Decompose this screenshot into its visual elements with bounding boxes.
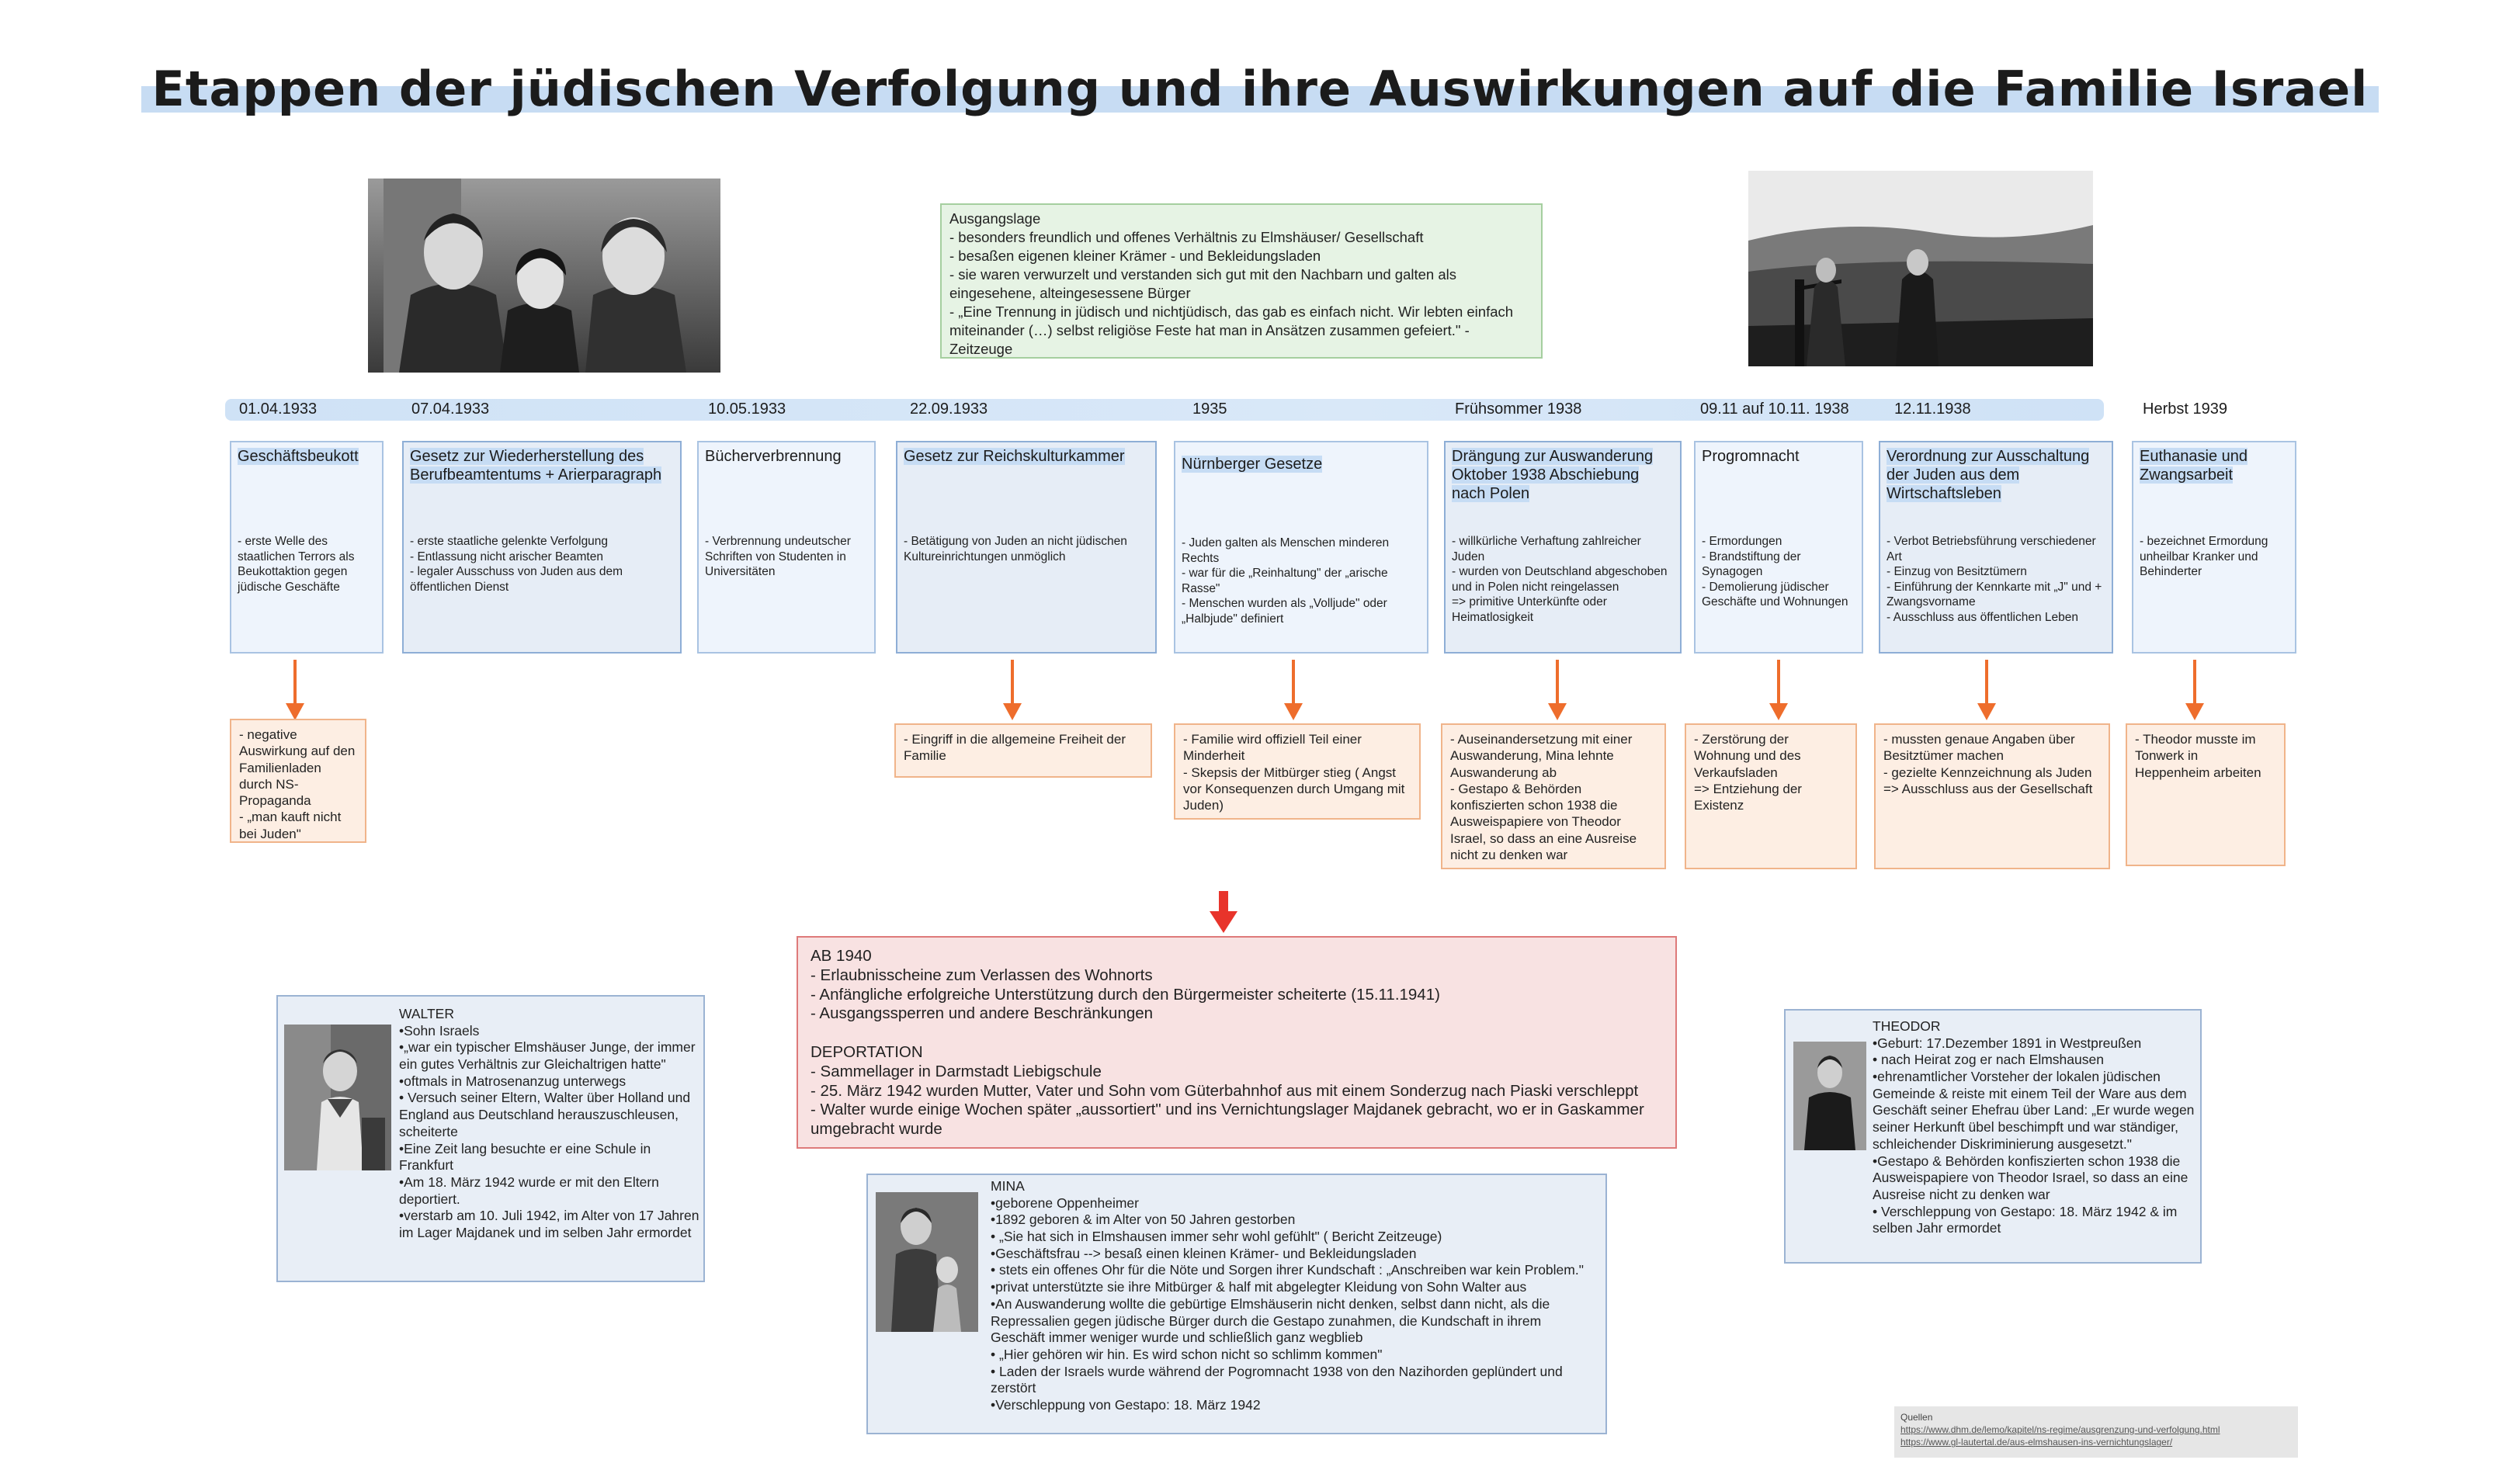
event-title: Euthanasie und Zwangsarbeit	[2140, 448, 2248, 484]
page-title	[0, 61, 2520, 117]
event-box	[402, 441, 682, 654]
event-box	[1174, 441, 1428, 654]
down-arrow-icon	[1769, 660, 1789, 722]
mina-text: MINA •geborene Oppenheimer •1892 geboren & im Alter von 50 Jahren gestorben • „Sie hat sich in Elmshausen immer sehr wohl gefühlt" ( Bericht Zeitzeuge) •Geschäftsfrau --> besaß einen kleinen Krämer- und Bekleidungsladen • stets ein offenes Ohr für die Nöte und Sorgen ihrer Kundschaft : „Anschreiben war kein Problem." •privat unterstützte sie ihre Mitbürger & half mit abgelegter Kleidung von Sohn Walter aus •An Auswanderung wollte die gebürtige Elmshäuserin nicht denken, selbst dann nicht, als die Repressalien gegen jüdische Bürger durch die Gestapo zunahmen, die Kundschaft in ihrem Geschäft immer weniger wurde und schließlich ganz wegblieb • „Hier gehören wir hin. Es wird schon nicht so schlimm kommen" • Laden der Israels wurde während der Pogromnacht 1938 von den Nazihorden geplündert und zerstört •Verschleppung von Gestapo: 18. März 1942	[991, 1178, 1584, 1413]
timeline-date: Herbst 1939	[2143, 400, 2227, 418]
ausgangslage-box: Ausgangslage - besonders freundlich und offenes Verhältnis zu Elmshäuser/ Gesellschaft - besaßen eigenen kleiner Krämer - und Bekleidungsladen - sie waren verwurzelt und verstanden sich gut mit den Nachbarn und galten als eingesehene, alteingesessene Bürger - „Eine Trennung in jüdisch und nichtjüdisch, das gab es einfach nicht. Wir lebten einfach miteinander (…) selbst religiöse Feste hat man in Ansätzen zusammen gefeiert." - Zeitzeuge	[940, 203, 1543, 359]
source-link[interactable]: https://www.gl-lautertal.de/aus-elmshausen-ins-vernichtungslager/	[1900, 1437, 2173, 1448]
event-title: Bücherverbrennung	[705, 448, 842, 465]
event-box	[1444, 441, 1682, 654]
theodor-photo	[1793, 1042, 1866, 1150]
event-title: Progromnacht	[1702, 448, 1800, 465]
source-link[interactable]: https://www.dhm.de/lemo/kapitel/ns-regime/ausgrenzung-und-verfolgung.html	[1900, 1424, 2220, 1436]
effect-box: - mussten genaue Angaben über Besitztümer machen - gezielte Kennzeichnung als Juden => Ausschluss aus der Gesellschaft	[1874, 723, 2110, 869]
timeline-date: 22.09.1933	[910, 400, 988, 418]
event-text: - Betätigung von Juden an nicht jüdischen Kultureinrichtungen unmöglich	[904, 535, 1127, 563]
event-title: Geschäftsbeukott	[238, 448, 359, 465]
timeline-date: Frühsommer 1938	[1455, 400, 1582, 418]
timeline-date: 09.11 auf 10.11. 1938	[1700, 400, 1849, 418]
event-title: Drängung zur Auswanderung Oktober 1938 Abschiebung nach Polen	[1452, 448, 1654, 502]
event-title: Gesetz zur Reichskulturkammer	[904, 448, 1125, 465]
effect-box: - negative Auswirkung auf den Familienladen durch NS-Propaganda - „man kauft nicht bei Juden"	[230, 719, 366, 843]
event-box	[697, 441, 876, 654]
effect-box: - Auseinandersetzung mit einer Auswanderung, Mina lehnte Auswanderung ab - Gestapo & Behörden konfiszierten schon 1938 die Ausweispapiere von Theodor Israel, so dass an eine Ausreise nicht zu denken war	[1441, 723, 1666, 869]
mina-photo	[876, 1192, 978, 1332]
event-text: - Ermordungen - Brandstiftung der Synagogen - Demolierung jüdischer Geschäfte und Wohnungen	[1702, 535, 1848, 609]
effect-box: - Eingriff in die allgemeine Freiheit der Familie	[894, 723, 1152, 778]
effect-box: - Familie wird offiziell Teil einer Minderheit - Skepsis der Mitbürger stieg ( Angst vor Konsequenzen durch Umgang mit Juden)	[1174, 723, 1421, 820]
family-photo	[368, 179, 720, 373]
sources-box	[1894, 1406, 2298, 1458]
deportation-box: AB 1940 - Erlaubnisscheine zum Verlassen des Wohnorts - Anfängliche erfolgreiche Unterstützung durch den Bürgermeister scheiterte (15.11.1941) - Ausgangssperren und andere Beschränkungen DEPORTATION - Sammellager in Darmstadt Liebigschule - 25. März 1942 wurden Mutter, Vater und Sohn vom Güterbahnhof aus mit einem Sonderzug nach Piaski verschleppt - Walter wurde einige Wochen später „aussortiert" und ins Vernichtungslager Majdanek gebracht, wo er in Gaskammer umgebracht wurde	[797, 936, 1677, 1149]
event-box	[1694, 441, 1863, 654]
down-arrow-icon	[285, 660, 305, 722]
down-arrow-icon	[1547, 660, 1567, 722]
event-text: - willkürliche Verhaftung zahlreicher Juden - wurden von Deutschland abgeschoben und in Polen nicht reingelassen => primitive Unterkünfte oder Heimatlosigkeit	[1452, 535, 1668, 624]
event-text: - Verbrennung undeutscher Schriften von Studenten in Universitäten	[705, 535, 851, 579]
event-box	[1879, 441, 2113, 654]
event-text: - erste Welle des staatlichen Terrors als Beukottaktion gegen jüdische Geschäfte	[238, 535, 355, 594]
event-text: - Juden galten als Menschen minderen Rechts - war für die „Reinhaltung" der „arische Rasse" - Menschen wurden als „Volljude" oder „Halbjude" definiert	[1182, 536, 1390, 626]
event-box	[2132, 441, 2296, 654]
down-arrow-icon	[1002, 660, 1022, 722]
event-box	[896, 441, 1157, 654]
event-title: Verordnung zur Ausschaltung der Juden aus dem Wirtschaftsleben	[1887, 448, 2090, 502]
walter-photo	[284, 1025, 391, 1170]
red-down-arrow-icon	[1208, 891, 1239, 934]
event-box	[230, 441, 384, 654]
effect-box: - Zerstörung der Wohnung und des Verkaufsladen => Entziehung der Existenz	[1685, 723, 1857, 869]
sources-label: Quellen	[1900, 1412, 1933, 1423]
timeline-date: 07.04.1933	[411, 400, 490, 418]
landscape-photo	[1748, 171, 2093, 366]
event-title: Nürnberger Gesetze	[1182, 456, 1323, 473]
effect-box: - Theodor musste im Tonwerk in Heppenheim arbeiten	[2126, 723, 2286, 866]
title-text: Etappen der jüdischen Verfolgung und ihre Auswirkungen auf die Familie Israel	[141, 61, 2379, 117]
walter-text: WALTER •Sohn Israels •„war ein typischer Elmshäuser Junge, der immer ein gutes Verhältnis zur Gleichaltrigen hatte" •oftmals in Matrosenanzug unterwegs • Versuch seiner Eltern, Walter über Holland und England aus Deutschland herauszuschleusen, scheiterte •Eine Zeit lang besuchte er eine Schule in Frankfurt •Am 18. März 1942 wurde er mit den Eltern deportiert. •verstarb am 10. Juli 1942, im Alter von 17 Jahren im Lager Majdanek und im selben Jahr ermordet	[399, 1006, 699, 1240]
mina-card	[866, 1174, 1607, 1434]
timeline-date: 12.11.1938	[1894, 400, 1971, 418]
walter-card	[276, 995, 705, 1282]
theodor-card	[1784, 1009, 2202, 1264]
event-title: Gesetz zur Wiederherstellung des Berufbeamtentums + Arierparagraph	[410, 448, 662, 484]
event-text: - erste staatliche gelenkte Verfolgung - Entlassung nicht arischer Beamten - legaler Ausschuss von Juden aus dem öffentlichen Dienst	[410, 535, 623, 594]
down-arrow-icon	[1977, 660, 1997, 722]
down-arrow-icon	[2185, 660, 2205, 722]
down-arrow-icon	[1283, 660, 1303, 722]
event-text: - Verbot Betriebsführung verschiedener Art - Einzug von Besitztümern - Einführung der Kennkarte mit „J" und + Zwangsvorname - Ausschluss aus öffentlichen Leben	[1887, 535, 2102, 624]
timeline-date: 01.04.1933	[239, 400, 318, 418]
event-text: - bezeichnet Ermordung unheilbar Kranker und Behinderter	[2140, 535, 2268, 579]
timeline-date: 10.05.1933	[708, 400, 786, 418]
theodor-text: THEODOR •Geburt: 17.Dezember 1891 in Westpreußen • nach Heirat zog er nach Elmshausen •ehrenamtlicher Vorsteher der lokalen jüdischen Gemeinde & reiste mit einem Teil der Ware aus dem Geschäft seiner Ehefrau über Land: „Er wurde wegen seiner Herkunft übel beschimpft und war ständiger, schleichender Diskriminierung ausgesetzt." •Gestapo & Behörden konfiszierten schon 1938 die Ausweispapiere von Theodor Israel, so dass an eine Ausreise nicht zu denken war • Verschleppung von Gestapo: 18. März 1942 & im selben Jahr ermordet	[1873, 1018, 2195, 1236]
timeline-date: 1935	[1192, 400, 1227, 418]
